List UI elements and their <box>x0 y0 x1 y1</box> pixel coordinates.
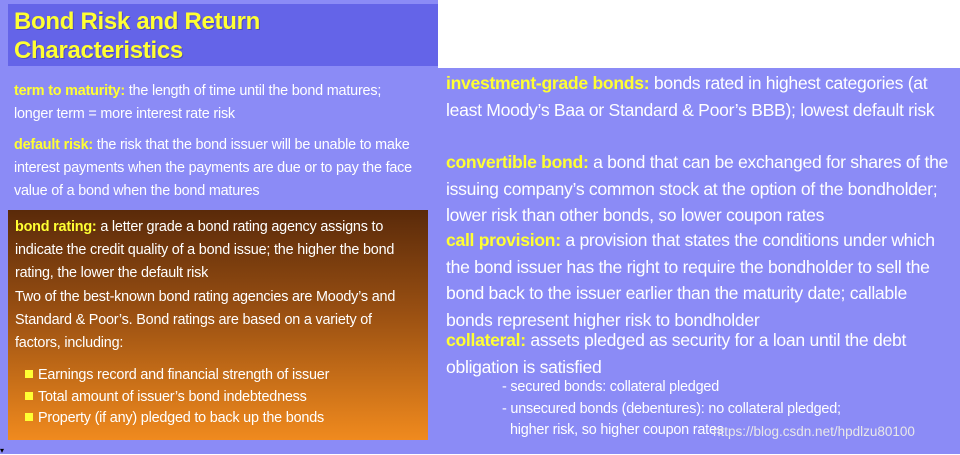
definition-bond-rating <box>15 216 417 285</box>
definition-text: a bond that can be exchanged for shares of the issuing company’s common stock at the option of the bondholder; lower risk than other bonds, so lower coupon rates <box>446 152 949 225</box>
definition-convertible-bond <box>446 149 954 229</box>
definition-text: a letter grade a bond rating agency assigns to indicate the credit quality of a bond issue; the higher the bond rating, the lower the default risk <box>15 219 395 281</box>
page-title <box>14 7 260 65</box>
title-line-2: Characteristics <box>14 37 183 64</box>
definition-investment-grade-bonds <box>446 70 954 123</box>
definition-text: a provision that states the conditions under which the bond issuer has the right to require the bondholder to sell the bond back to the issuer earlier than the maturity date; callable bonds represent higher risk to bondholder <box>446 230 935 330</box>
definition-text: the length of time until the bond matures; longer term = more interest rate risk <box>14 83 382 122</box>
definition-default-risk <box>14 134 418 203</box>
square-bullet-icon <box>25 370 33 378</box>
title-bar <box>8 4 438 66</box>
definition-text: assets pledged as security for a loan until the debt obligation is satisfied <box>446 330 907 377</box>
term-label: default risk: <box>14 137 93 153</box>
right-panel <box>438 68 960 454</box>
corner-mark-icon: ▾ <box>0 446 5 455</box>
term-label: term to maturity: <box>14 83 125 99</box>
title-line-1: Bond Risk and Return <box>14 8 261 35</box>
bond-rating-box <box>8 210 428 440</box>
square-bullet-icon <box>25 392 33 400</box>
term-label: bond rating: <box>15 219 97 235</box>
definition-text: bonds rated in highest categories (at least Moody’s Baa or Standard & Poor’s BBB); lowest default risk <box>446 73 935 120</box>
rating-agencies-text: Two of the best-known bond rating agencies are Moody’s and Standard & Poor’s. Bond ratings are based on a variety of factors, including: <box>15 289 396 351</box>
term-label: convertible bond: <box>446 152 589 172</box>
rating-factors-list <box>25 365 329 430</box>
term-label: call provision: <box>446 230 561 250</box>
list-item: Earnings record and financial strength of issuer <box>25 365 329 387</box>
left-panel <box>0 0 438 454</box>
definition-text: the risk that the bond issuer will be unable to make interest payments when the payments are due or to pay the face value of a bond when the bond matures <box>14 137 412 199</box>
definition-call-provision <box>446 227 954 333</box>
definition-collateral <box>446 327 954 380</box>
watermark-url: https://blog.csdn.net/hpdlzu80100 <box>713 424 915 439</box>
list-item: Total amount of issuer’s bond indebtedness <box>25 387 329 409</box>
list-item: - unsecured bonds (debentures): no collateral pledged; <box>502 400 841 417</box>
term-label: investment-grade bonds: <box>446 73 650 93</box>
list-item: Property (if any) pledged to back up the bonds <box>25 408 329 430</box>
term-label: collateral: <box>446 330 526 350</box>
list-item: higher risk, so higher coupon rates <box>510 422 724 438</box>
square-bullet-icon <box>25 413 33 421</box>
definition-term-to-maturity <box>14 80 418 126</box>
list-item: - secured bonds: collateral pledged <box>502 379 719 395</box>
